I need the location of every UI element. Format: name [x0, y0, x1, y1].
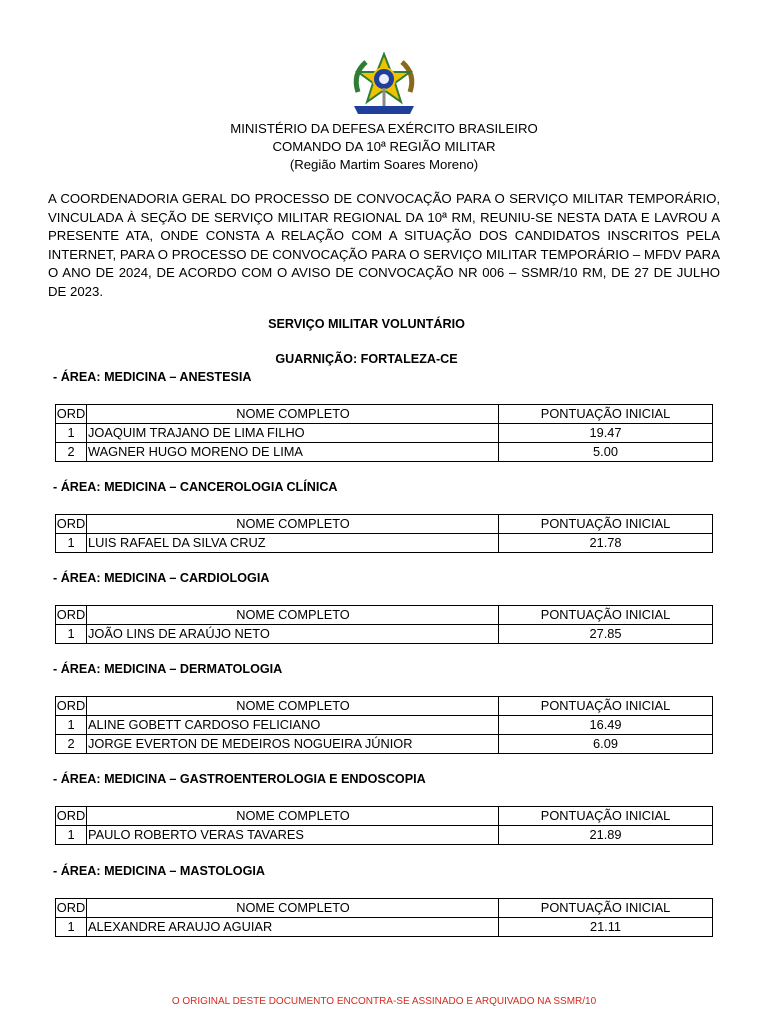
row-name: JORGE EVERTON DE MEDEIROS NOGUEIRA JÚNIOR — [87, 735, 499, 754]
row-score: 19.47 — [499, 424, 713, 443]
results-table-mastologia — [55, 898, 713, 937]
column-header-score: PONTUAÇÃO INICIAL — [499, 515, 713, 534]
row-ord: 2 — [56, 735, 87, 754]
row-score: 27.85 — [499, 625, 713, 644]
column-header-name: NOME COMPLETO — [87, 606, 499, 625]
table-row — [56, 424, 713, 443]
area-title-dermatologia: - ÁREA: MEDICINA – DERMATOLOGIA — [53, 662, 283, 676]
results-table-gastroenterologia — [55, 806, 713, 845]
column-header-ord: ORD — [56, 899, 87, 918]
column-header-score: PONTUAÇÃO INICIAL — [499, 405, 713, 424]
table-header-row — [56, 899, 713, 918]
table-header-row — [56, 807, 713, 826]
column-header-name: NOME COMPLETO — [87, 899, 499, 918]
row-name: PAULO ROBERTO VERAS TAVARES — [87, 826, 499, 845]
area-title-cancerologia: - ÁREA: MEDICINA – CANCEROLOGIA CLÍNICA — [53, 480, 338, 494]
row-ord: 2 — [56, 443, 87, 462]
table-row — [56, 625, 713, 644]
column-header-ord: ORD — [56, 697, 87, 716]
table-header-row — [56, 606, 713, 625]
area-title-mastologia: - ÁREA: MEDICINA – MASTOLOGIA — [53, 864, 265, 878]
table-row — [56, 534, 713, 553]
results-table-cardiologia — [55, 605, 713, 644]
column-header-ord: ORD — [56, 807, 87, 826]
results-table-dermatologia — [55, 696, 713, 754]
table-header-row — [56, 697, 713, 716]
area-title-cardiologia: - ÁREA: MEDICINA – CARDIOLOGIA — [53, 571, 270, 585]
column-header-name: NOME COMPLETO — [87, 807, 499, 826]
table-row — [56, 918, 713, 937]
row-score: 5.00 — [499, 443, 713, 462]
row-score: 21.78 — [499, 534, 713, 553]
table-header-row — [56, 515, 713, 534]
table-row — [56, 716, 713, 735]
service-title: SERVIÇO MILITAR VOLUNTÁRIO — [268, 317, 465, 331]
row-name: LUIS RAFAEL DA SILVA CRUZ — [87, 534, 499, 553]
column-header-score: PONTUAÇÃO INICIAL — [499, 899, 713, 918]
garrison-title: GUARNIÇÃO: FORTALEZA-CE — [275, 352, 458, 366]
row-ord: 1 — [56, 826, 87, 845]
row-ord: 1 — [56, 424, 87, 443]
table-header-row — [56, 405, 713, 424]
header-command: COMANDO DA 10ª REGIÃO MILITAR — [272, 139, 496, 154]
column-header-score: PONTUAÇÃO INICIAL — [499, 606, 713, 625]
header-ministry: MINISTÉRIO DA DEFESA EXÉRCITO BRASILEIRO — [230, 121, 538, 136]
coat-of-arms-emblem — [344, 52, 424, 118]
column-header-name: NOME COMPLETO — [87, 515, 499, 534]
row-ord: 1 — [56, 534, 87, 553]
column-header-ord: ORD — [56, 606, 87, 625]
table-row — [56, 443, 713, 462]
row-name: JOAQUIM TRAJANO DE LIMA FILHO — [87, 424, 499, 443]
table-row — [56, 735, 713, 754]
column-header-name: NOME COMPLETO — [87, 405, 499, 424]
column-header-ord: ORD — [56, 515, 87, 534]
row-name: WAGNER HUGO MORENO DE LIMA — [87, 443, 499, 462]
row-score: 21.11 — [499, 918, 713, 937]
table-row — [56, 826, 713, 845]
row-score: 16.49 — [499, 716, 713, 735]
header-region: (Região Martim Soares Moreno) — [289, 157, 479, 172]
results-table-cancerologia — [55, 514, 713, 553]
column-header-score: PONTUAÇÃO INICIAL — [499, 697, 713, 716]
row-name: ALEXANDRE ARAUJO AGUIAR — [87, 918, 499, 937]
column-header-name: NOME COMPLETO — [87, 697, 499, 716]
row-score: 21.89 — [499, 826, 713, 845]
column-header-ord: ORD — [56, 405, 87, 424]
area-title-gastroenterologia: - ÁREA: MEDICINA – GASTROENTEROLOGIA E ENDOSCOPIA — [53, 772, 426, 786]
row-ord: 1 — [56, 625, 87, 644]
column-header-score: PONTUAÇÃO INICIAL — [499, 807, 713, 826]
area-title-anestesia: - ÁREA: MEDICINA – ANESTESIA — [53, 370, 252, 384]
row-ord: 1 — [56, 918, 87, 937]
results-table-anestesia — [55, 404, 713, 462]
intro-paragraph: A COORDENADORIA GERAL DO PROCESSO DE CONVOCAÇÃO PARA O SERVIÇO MILITAR TEMPORÁRIO, VINCULADA À SEÇÃO DE SERVIÇO MILITAR REGIONAL DA 10ª RM, REUNIU-SE NESTA DATA E LAVROU A PRESENTE ATA, ONDE CONSTA A RELAÇÃO COM A SITUAÇÃO DOS CANDIDATOS INSCRITOS PELA INTERNET, PARA O PROCESSO DE CONVOCAÇÃO PARA O SERVIÇO MILITAR TEMPORÁRIO – MFDV PARA O ANO DE 2024, DE ACORDO COM O AVISO DE CONVOCAÇÃO NR 006 – SSMR/10 RM, DE 27 DE JULHO DE 2023. — [48, 191, 720, 299]
row-name: JOÃO LINS DE ARAÚJO NETO — [87, 625, 499, 644]
footer-archive-notice: O ORIGINAL DESTE DOCUMENTO ENCONTRA-SE ASSINADO E ARQUIVADO NA SSMR/10 — [171, 996, 597, 1007]
row-score: 6.09 — [499, 735, 713, 754]
row-ord: 1 — [56, 716, 87, 735]
row-name: ALINE GOBETT CARDOSO FELICIANO — [87, 716, 499, 735]
